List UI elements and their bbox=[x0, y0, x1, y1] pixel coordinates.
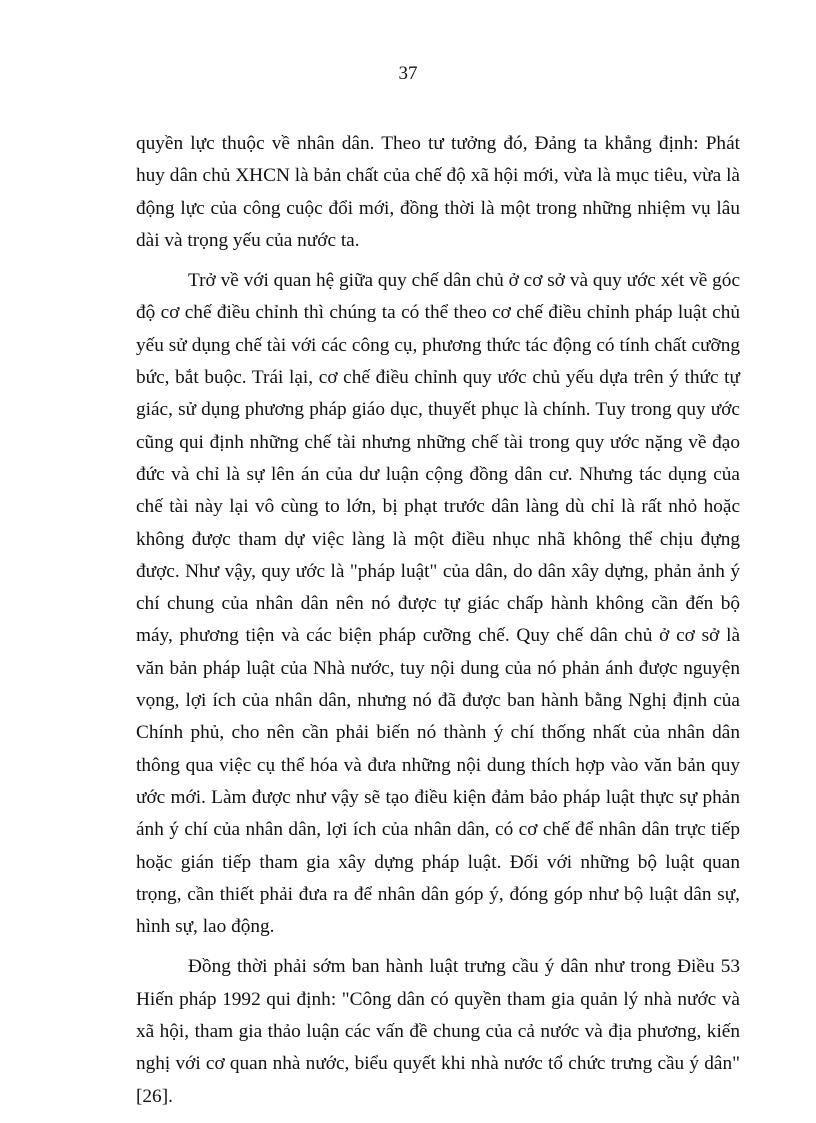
page-number: 37 bbox=[398, 63, 418, 84]
paragraph-regulation-vs-convention: Trở về với quan hệ giữa quy chế dân chủ ở cơ sở và quy ước xét về góc độ cơ chế điều chỉnh thì chúng ta có thể theo cơ chế điều chỉnh pháp luật chủ yếu sử dụng chế tài với các công cụ, phương thức tác động có tính chất cưỡng bức, bắt buộc. Trái lại, cơ chế điều chỉnh quy ước chủ yếu dựa trên ý thức tự giác, sử dụng phương pháp giáo dục, thuyết phục là chính. Tuy trong quy ước cũng qui định những chế tài nhưng những chế tài trong quy ước nặng về đạo đức và chỉ là sự lên án của dư luận cộng đồng dân cư. Nhưng tác dụng của chế tài này lại vô cùng to lớn, bị phạt trước dân làng dù chỉ là rất nhỏ hoặc không được tham dự việc làng là một điều nhục nhã không thể chịu đựng được. Như vậy, quy ước là "pháp luật" của dân, do dân xây dựng, phản ảnh ý chí chung của nhân dân nên nó được tự giác chấp hành không cần đến bộ máy, phương tiện và các biện pháp cưỡng chế. Quy chế dân chủ ở cơ sở là văn bản pháp luật của Nhà nước, tuy nội dung của nó phản ánh được nguyện vọng, lợi ích của nhân dân, nhưng nó đã được ban hành bằng Nghị định của Chính phủ, cho nên cần phải biến nó thành ý chí thống nhất của nhân dân thông qua việc cụ thể hóa và đưa những nội dung thích hợp vào văn bản quy ước mới. Làm được như vậy sẽ tạo điều kiện đảm bảo pháp luật thực sự phản ánh ý chí của nhân dân, lợi ích của nhân dân, có cơ chế để nhân dân trực tiếp hoặc gián tiếp tham gia xây dựng pháp luật. Đối với những bộ luật quan trọng, cần thiết phải đưa ra để nhân dân góp ý, đóng góp như bộ luật dân sự, hình sự, lao động. bbox=[136, 270, 740, 938]
body-text bbox=[136, 128, 740, 1113]
paragraph-referendum-law: Đồng thời phải sớm ban hành luật trưng cầu ý dân như trong Điều 53 Hiến pháp 1992 qui định: "Công dân có quyền tham gia quản lý nhà nước và xã hội, tham gia thảo luận các vấn đề chung của cả nước và địa phương, kiến nghị với cơ quan nhà nước, biểu quyết khi nhà nước tổ chức trưng cầu ý dân" [26]. bbox=[136, 956, 740, 1107]
paragraph-continuation: quyền lực thuộc về nhân dân. Theo tư tưởng đó, Đảng ta khẳng định: Phát huy dân chủ XHCN là bản chất của chế độ xã hội mới, vừa là mục tiêu, vừa là động lực của công cuộc đổi mới, đồng thời là một trong những nhiệm vụ lâu dài và trọng yếu của nước ta. bbox=[136, 133, 740, 251]
